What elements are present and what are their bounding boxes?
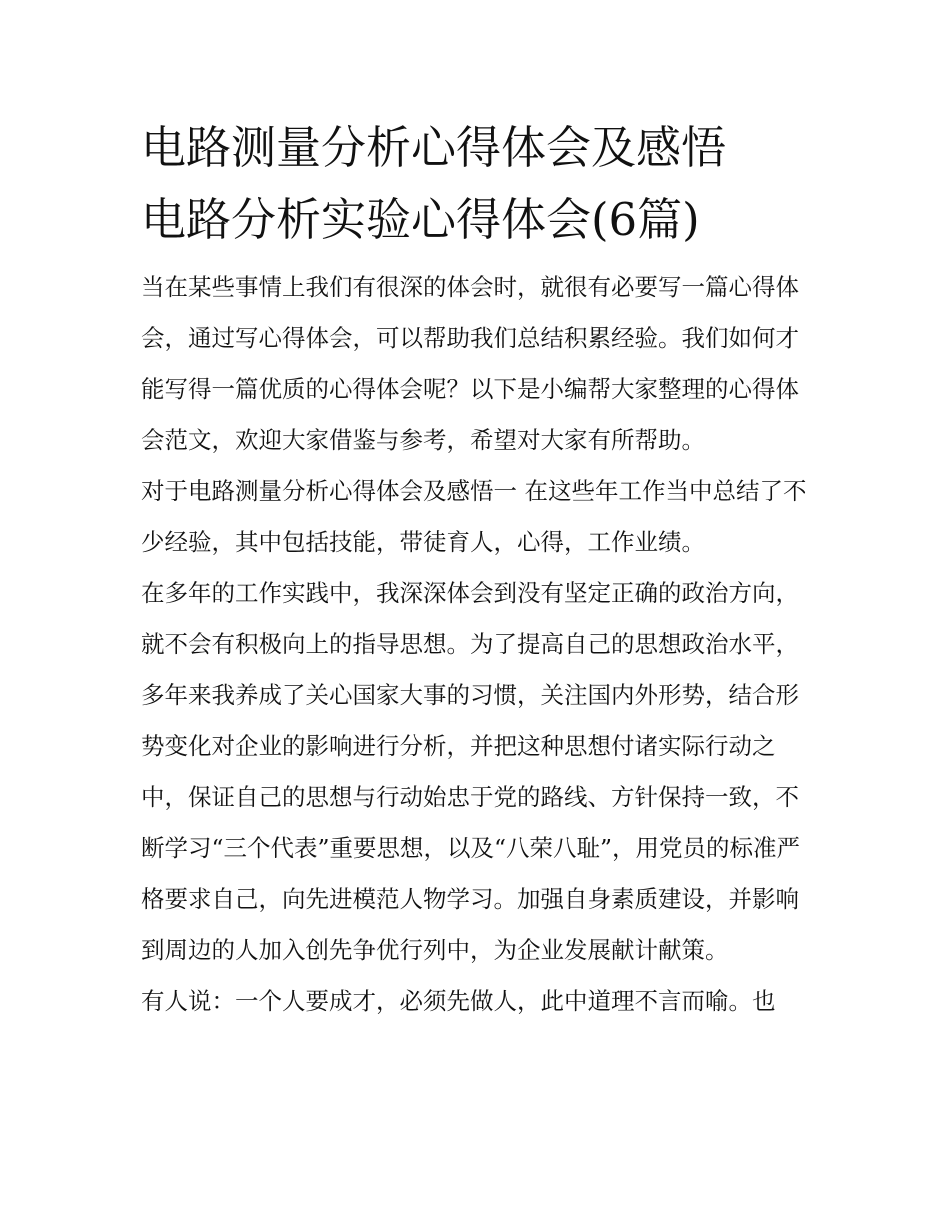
paragraph-experience: 对于电路测量分析心得体会及感悟一 在这些年工作当中总结了不少经验，其中包括技能，带徒育人，心得，工作业绩。 xyxy=(141,477,807,556)
title-line-1: 电路测量分析心得体会及感悟 xyxy=(141,121,727,174)
paragraph-political-direction: 在多年的工作实践中，我深深体会到没有坚定正确的政治方向，就不会有积极向上的指导思想。为了提高自己的思想政治水平，多年来我养成了关心国家大事的习惯，关注国内外形势，结合形势变化对企业的影响进行分析，并把这种思想付诸实际行动之中，保证自己的思想与行动始忠于党的路线、方针保持一致，不断学习“三个代表”重要思想，以及“八荣八耻”，用党员的标准严格要求自己，向先进模范人物学习。加强自身素质建设，并影响到周边的人加入创先争优行列中，为企业发展献计献策。 xyxy=(141,579,801,964)
title-line-2: 电路分析实验心得体会(6篇) xyxy=(141,193,700,246)
document-content xyxy=(141,112,821,1027)
paragraph-character: 有人说：一个人要成才，必须先做人，此中道理不言而喻。也 xyxy=(141,987,776,1015)
paragraph-intro: 当在某些事情上我们有很深的体会时，就很有必要写一篇心得体会，通过写心得体会，可以帮助我们总结积累经验。我们如何才能写得一篇优质的心得体会呢？以下是小编帮大家整理的心得体会范文，欢迎大家借鉴与参考，希望对大家有所帮助。 xyxy=(141,273,799,454)
document-title xyxy=(141,112,821,256)
document-body xyxy=(141,262,821,1027)
